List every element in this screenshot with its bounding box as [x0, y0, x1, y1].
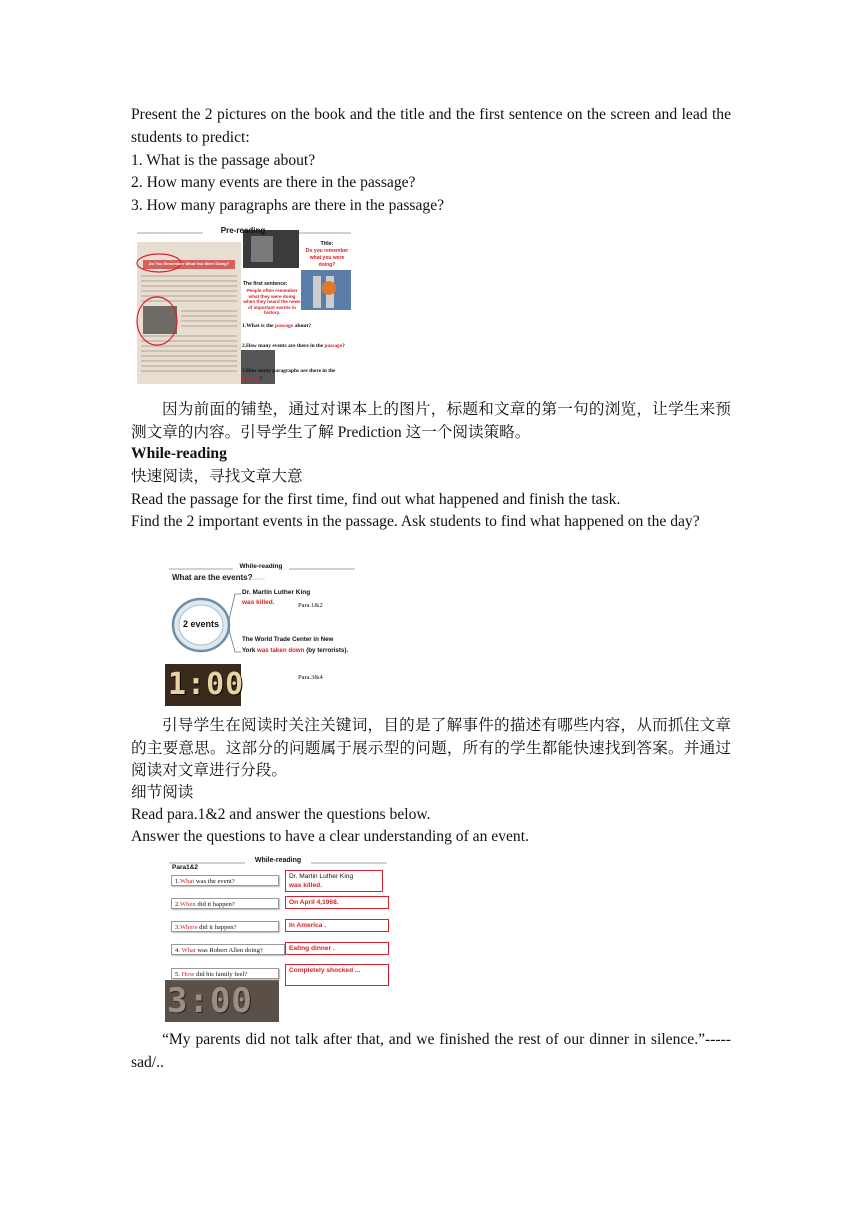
detail-instruction-2: Answer the questions to have a clear understanding of an event.	[131, 828, 529, 845]
answer-box-5: Completely shocked ...	[285, 964, 389, 986]
event-1-subject: Dr. Martin Luther King	[242, 589, 311, 596]
detail-reading-heading: 细节阅读	[131, 784, 194, 801]
slide-question-2: 2.How many events are there in the passage?	[242, 343, 345, 349]
countdown-timer: 1:00	[168, 667, 245, 702]
answer-box-3: In America .	[285, 919, 389, 932]
prediction-question-2: 2. How many events are there in the passage?	[131, 174, 416, 191]
event-2-action: York was taken down (by terrorists).	[242, 647, 349, 654]
slide-header: While-reading	[254, 857, 302, 864]
event-2-paragraphs: Para.3&4	[298, 674, 323, 681]
event-1-paragraphs: Para.1&2	[298, 602, 323, 609]
answer-box-4: Eating dinner .	[285, 942, 389, 955]
pre-reading-slide	[133, 226, 355, 386]
title-label: Title:	[320, 241, 334, 247]
events-circle-label: 2 events	[182, 619, 220, 629]
while-reading-heading: While-reading	[131, 445, 227, 462]
detail-instruction-1: Read para.1&2 and answer the questions below.	[131, 806, 431, 823]
prediction-note-paragraph: 因为前面的铺垫，通过对课本上的图片，标题和文章的第一句的浏览，让学生来预测文章的内容。引导学生了解 Prediction 这一个阅读策略。	[131, 401, 731, 441]
event-1-action: was killed.	[242, 599, 275, 606]
countdown-timer: 3:00	[167, 981, 253, 1021]
prediction-question-1: 1. What is the passage about?	[131, 152, 316, 169]
slide-header: While-reading	[239, 563, 283, 570]
skimming-instruction-1: Read the passage for the first time, find out what happened and finish the task.	[131, 491, 621, 508]
events-question: What are the events?	[172, 573, 253, 582]
intro-paragraph: Present the 2 pictures on the book and the title and the first sentence on the screen and lead the students to predict:	[131, 106, 731, 146]
events-slide	[165, 562, 357, 708]
slide-header: Pre-reading	[220, 226, 266, 235]
question-row-4: 4. What was Robert Allen doing?	[171, 944, 285, 955]
question-row-3: 3.Where did it happen?	[171, 921, 279, 932]
paragraph-label: Para1&2	[172, 864, 199, 871]
title-text: Do you remember what you were doing?	[305, 248, 349, 268]
question-row-1: 1.What was the event?	[171, 875, 279, 886]
prediction-question-3: 3. How many paragraphs are there in the passage?	[131, 197, 445, 214]
skimming-instruction-2: Find the 2 important events in the passage. Ask students to find what happened on the day?	[131, 513, 700, 530]
slide-question-3: 3.How many paragraphs are there in the passage?	[242, 368, 336, 382]
skimming-heading: 快速阅读，寻找文章大意	[131, 468, 303, 485]
slide-question-1: 1.What is the passage about?	[242, 323, 312, 329]
first-sentence-text: People often remember what they were doing when they heard the news of important events in history.	[243, 288, 301, 316]
quote-paragraph: “My parents did not talk after that, and we finished the rest of our dinner in silence.”-----sad/..	[131, 1031, 731, 1071]
question-row-2: 2.When did it happen?	[171, 898, 279, 909]
keyword-note-paragraph: 引导学生在阅读时关注关键词，目的是了解事件的描述有哪些内容，从而抓住文章的主要意思。这部分的问题属于展示型的问题，所有的学生都能快速找到答案。并通过阅读对文章进行分段。	[131, 717, 731, 780]
book-heading: Do You Remember What You Were Doing?	[148, 261, 230, 266]
question-row-5: 5. How did his family feel?	[171, 968, 279, 979]
answer-box-2: On April 4,1968.	[285, 896, 389, 909]
first-sentence-label: The first sentence:	[243, 281, 288, 287]
answer-box-1: Dr. Martin Luther King was killed.	[285, 870, 383, 892]
event-2-subject: The World Trade Center in New	[242, 636, 334, 643]
detail-slide	[165, 856, 391, 1024]
